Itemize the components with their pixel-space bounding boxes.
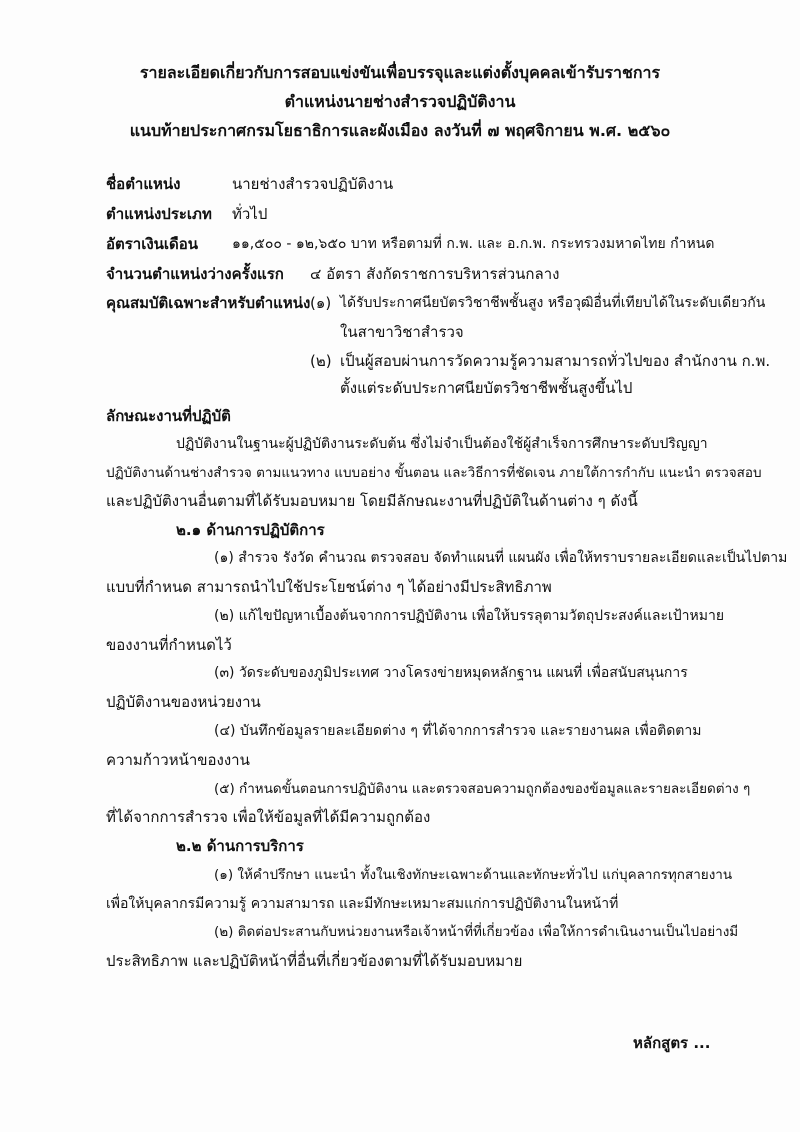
qualification-1-line-2: ในสาขาวิชาสำรวจ [340,323,464,341]
salary-label: อัตราเงินเดือน [106,235,199,253]
position-name-value: นายช่างสำรวจปฏิบัติงาน [232,175,394,193]
qualification-2-line-1: เป็นผู้สอบผ่านการวัดความรู้ความสามารถทั่วไปของ สำนักงาน ก.พ. [340,352,771,370]
section-1-item-3-line-2: ปฏิบัติงานของหน่วยงาน [106,693,261,711]
section-1-heading: ๒.๑ ด้านการปฏิบัติการ [176,521,325,539]
section-1-item-2-line-2: ของงานที่กำหนดไว้ [106,636,232,654]
qualification-2-number: (๒) [310,352,332,370]
section-2-item-2-line-1: (๒) ติดต่อประสานกับหน่วยงานหรือเจ้าหน้าที่ที่เกี่ยวข้อง เพื่อให้การดำเนินงานเป็นไปอย่างมี [214,924,739,940]
header-line-2: ตำแหน่งนายช่างสำรวจปฏิบัติงาน [284,92,516,111]
qualification-1-line-1: ได้รับประกาศนียบัตรวิชาชีพชั้นสูง หรือวุฒิอื่นที่เทียบได้ในระดับเดียวกัน [340,295,766,311]
job-nature-heading: ลักษณะงานที่ปฏิบัติ [106,407,231,425]
salary-value: ๑๑,๕๐๐ - ๑๒,๖๕๐ บาท หรือตามที่ ก.พ. และ อ.ก.พ. กระทรวงมหาดไทย กำหนด [232,236,715,252]
job-nature-intro-line-2: ปฏิบัติงานด้านช่างสำรวจ ตามแนวทาง แบบอย่าง ขั้นตอน และวิธีการที่ชัดเจน ภายใต้การกำกับ แนะนำ ตรวจสอบ [106,465,762,481]
section-1-item-1-line-2: แบบที่กำหนด สามารถนำไปใช้ประโยชน์ต่าง ๆ ได้อย่างมีประสิทธิภาพ [106,578,552,596]
section-2-item-2-line-2: ประสิทธิภาพ และปฏิบัติหน้าที่อื่นที่เกี่ยวข้องตามที่ได้รับมอบหมาย [106,952,523,970]
position-name-label: ชื่อตำแหน่ง [106,175,181,193]
header-line-3: แนบท้ายประกาศกรมโยธาธิการและผังเมือง ลงวันที่ ๗ พฤศจิกายน พ.ศ. ๒๕๖๐ [129,121,671,140]
section-1-item-5-line-1: (๕) กำหนดขั้นตอนการปฏิบัติงาน และตรวจสอบความถูกต้องของข้อมูลและรายละเอียดต่าง ๆ [214,781,751,797]
section-2-item-1-line-2: เพื่อให้บุคลากรมีความรู้ ความสามารถ และมีทักษะเหมาะสมแก่การปฏิบัติงานในหน้าที่ [106,896,619,912]
section-2-item-1-line-1: (๑) ให้คำปรึกษา แนะนำ ทั้งในเชิงทักษะเฉพาะด้านและทักษะทั่วไป แก่บุคลากรทุกสายงาน [214,867,733,883]
section-2-heading: ๒.๒ ด้านการบริการ [176,837,304,855]
section-1-item-5-line-2: ที่ได้จากการสำรวจ เพื่อให้ข้อมูลที่ได้มีความถูกต้อง [106,808,431,826]
section-1-item-4-line-1: (๔) บันทึกข้อมูลรายละเอียดต่าง ๆ ที่ได้จากการสำรวจ และรายงานผล เพื่อติดตาม [214,723,702,739]
section-1-item-1-line-1: (๑) สำรวจ รังวัด คำนวณ ตรวจสอบ จัดทำแผนที่ แผนผัง เพื่อให้ทราบรายละเอียดและเป็นไปตาม [214,550,788,566]
job-nature-intro-line-1: ปฏิบัติงานในฐานะผู้ปฏิบัติงานระดับต้น ซึ่งไม่จำเป็นต้องใช้ผู้สำเร็จการศึกษาระดับปริญญา [176,436,708,452]
qualification-2-line-2: ตั้งแต่ระดับประกาศนียบัตรวิชาชีพชั้นสูงขึ้นไป [340,379,633,397]
continuation-note: หลักสูตร ... [633,1034,711,1052]
header-line-1: รายละเอียดเกี่ยวกับการสอบแข่งขันเพื่อบรรจุและแต่งตั้งบุคคลเข้ารับราชการ [139,63,661,82]
section-1-item-3-line-1: (๓) วัดระดับของภูมิประเทศ วางโครงข่ายหมุดหลักฐาน แผนที่ เพื่อสนับสนุนการ [214,665,688,681]
position-type-label: ตำแหน่งประเภท [106,205,212,223]
vacancies-label: จำนวนตำแหน่งว่างครั้งแรก [106,265,284,283]
vacancies-value: ๔ อัตรา สังกัดราชการบริหารส่วนกลาง [310,265,560,283]
qualifications-label: คุณสมบัติเฉพาะสำหรับตำแหน่ง [106,294,311,312]
job-nature-intro-line-3: และปฏิบัติงานอื่นตามที่ได้รับมอบหมาย โดยมีลักษณะงานที่ปฏิบัติในด้านต่าง ๆ ดังนี้ [106,492,638,510]
qualification-1-number: (๑) [310,294,332,312]
section-1-item-2-line-1: (๒) แก้ไขปัญหาเบื้องต้นจากการปฏิบัติงาน เพื่อให้บรรลุตามวัตถุประสงค์และเป้าหมาย [214,608,725,624]
section-1-item-4-line-2: ความก้าวหน้าของงาน [106,751,250,769]
position-type-value: ทั่วไป [232,205,268,223]
